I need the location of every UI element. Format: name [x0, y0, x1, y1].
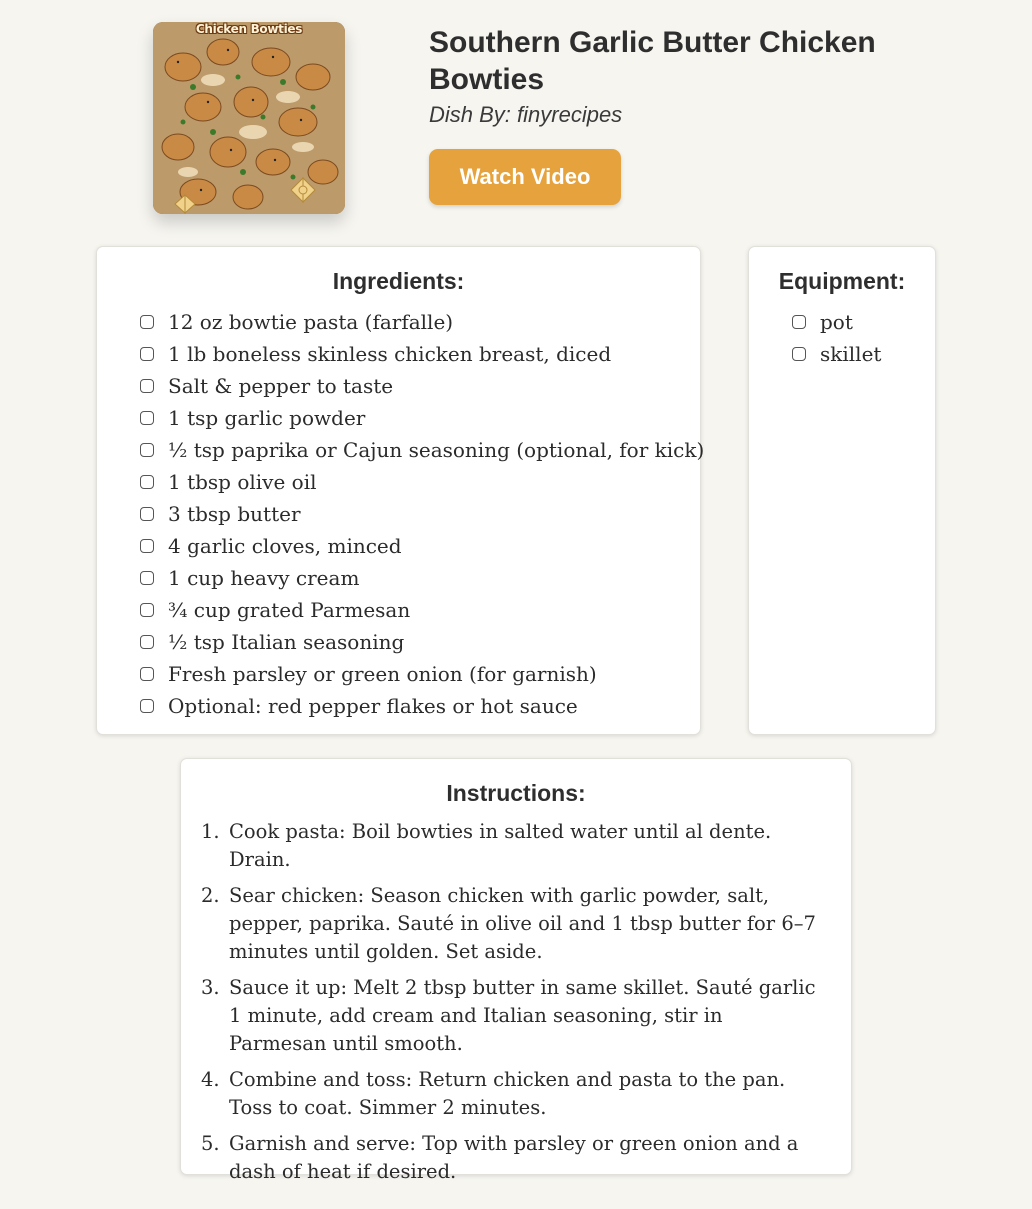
equipment-heading: Equipment: — [778, 268, 906, 294]
ingredient-item — [140, 658, 704, 690]
instruction-step — [201, 818, 821, 874]
ingredient-label: Optional: red pepper flakes or hot sauce — [168, 694, 578, 718]
ingredient-item — [140, 562, 704, 594]
ingredient-label: ¾ cup grated Parmesan — [168, 598, 411, 622]
instructions-list — [201, 818, 821, 1194]
checkbox[interactable] — [140, 667, 154, 681]
step-text: Combine and toss: Return chicken and pasta to the pan. Toss to coat. Simmer 2 minutes. — [229, 1068, 786, 1119]
ingredient-label: Salt & pepper to taste — [168, 374, 394, 398]
step-text: Sauce it up: Melt 2 tbsp butter in same skillet. Sauté garlic 1 minute, add cream and Italian seasoning, stir in Parmesan until smooth. — [229, 976, 816, 1055]
step-number: 2. — [201, 884, 220, 907]
step-number: 1. — [201, 820, 220, 843]
checkbox[interactable] — [140, 443, 154, 457]
checkbox[interactable] — [140, 475, 154, 489]
ingredient-item — [140, 402, 704, 434]
recipe-photo — [153, 22, 345, 214]
step-text: Cook pasta: Boil bowties in salted water until al dente. Drain. — [229, 820, 772, 871]
checkbox[interactable] — [140, 507, 154, 521]
recipe-photo-illustration — [153, 22, 345, 214]
step-text: Sear chicken: Season chicken with garlic powder, salt, pepper, paprika. Sauté in olive oil and 1 tbsp butter for 6–7 minutes until golden. Set aside. — [229, 884, 816, 963]
checkbox[interactable] — [140, 315, 154, 329]
equipment-card — [748, 246, 936, 735]
recipe-author: Dish By: finyrecipes — [429, 102, 623, 127]
checkbox[interactable] — [792, 347, 806, 361]
photo-caption: Chicken Bowties — [195, 22, 303, 36]
ingredient-label: ½ tsp Italian seasoning — [168, 630, 405, 654]
recipe-title: Southern Garlic Butter Chicken Bowties — [429, 26, 876, 96]
equipment-item — [792, 338, 881, 370]
checkbox[interactable] — [140, 379, 154, 393]
ingredient-item — [140, 370, 704, 402]
ingredient-item — [140, 466, 704, 498]
checkbox[interactable] — [140, 347, 154, 361]
equipment-item — [792, 306, 881, 338]
instruction-step — [201, 1066, 821, 1122]
step-number: 3. — [201, 976, 220, 999]
step-number: 4. — [201, 1068, 220, 1091]
ingredient-label: Fresh parsley or green onion (for garnish) — [168, 662, 597, 686]
checkbox[interactable] — [140, 571, 154, 585]
ingredient-item — [140, 338, 704, 370]
step-number: 5. — [201, 1132, 220, 1155]
checkbox[interactable] — [140, 635, 154, 649]
ingredient-item — [140, 498, 704, 530]
ingredient-label: 1 tbsp olive oil — [168, 470, 317, 494]
ingredient-item — [140, 306, 704, 338]
checkbox[interactable] — [792, 315, 806, 329]
instruction-step — [201, 1130, 821, 1186]
ingredient-item — [140, 434, 704, 466]
equipment-list — [792, 306, 881, 370]
equipment-label: pot — [820, 310, 853, 334]
ingredient-item — [140, 690, 704, 722]
instruction-step — [201, 974, 821, 1058]
ingredient-label: 12 oz bowtie pasta (farfalle) — [168, 310, 454, 334]
instruction-step — [201, 882, 821, 966]
ingredient-label: 1 cup heavy cream — [168, 566, 360, 590]
ingredients-list — [140, 306, 704, 722]
ingredient-item — [140, 626, 704, 658]
ingredients-card — [96, 246, 705, 735]
instructions-heading: Instructions: — [446, 780, 586, 806]
checkbox[interactable] — [140, 539, 154, 553]
ingredient-item — [140, 530, 704, 562]
ingredients-heading: Ingredients: — [332, 268, 465, 294]
checkbox[interactable] — [140, 699, 154, 713]
checkbox[interactable] — [140, 411, 154, 425]
ingredient-label: 4 garlic cloves, minced — [168, 534, 402, 558]
step-text: Garnish and serve: Top with parsley or green onion and a dash of heat if desired. — [229, 1132, 799, 1183]
checkbox[interactable] — [140, 603, 154, 617]
instructions-card — [180, 758, 852, 1183]
ingredient-label: ½ tsp paprika or Cajun seasoning (optional, for kick) — [168, 438, 705, 462]
ingredient-item — [140, 594, 704, 626]
watch-video-button[interactable]: Watch Video — [429, 149, 621, 205]
equipment-label: skillet — [820, 342, 882, 366]
ingredient-label: 1 tsp garlic powder — [168, 406, 366, 430]
ingredient-label: 1 lb boneless skinless chicken breast, diced — [168, 342, 612, 366]
ingredient-label: 3 tbsp butter — [168, 502, 301, 526]
